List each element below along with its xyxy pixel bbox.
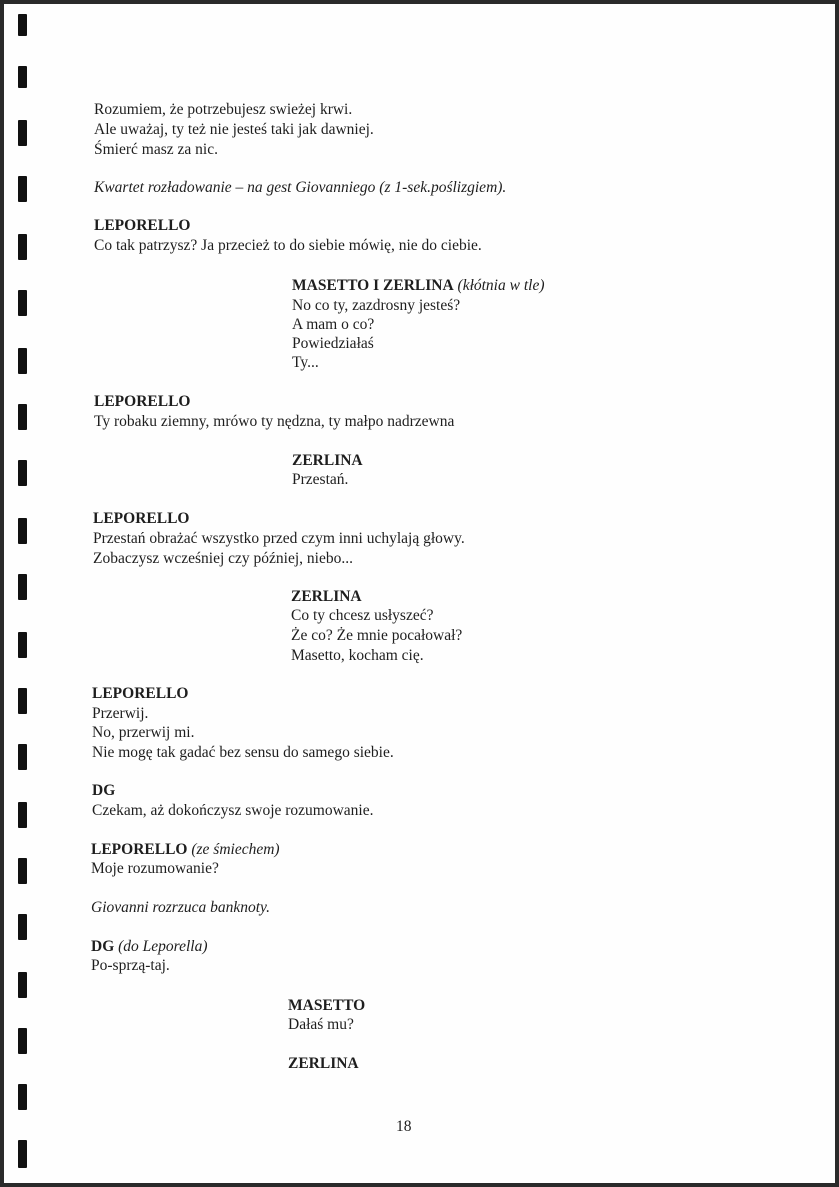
speaker-name: DG — [91, 938, 115, 955]
binding-mark — [18, 632, 27, 658]
speaker-name: ZERLINA — [291, 588, 362, 605]
stage-direction: Giovanni rozrzuca banknoty. — [91, 899, 270, 916]
binding-mark — [18, 404, 27, 430]
dialogue-line: Masetto, kocham cię. — [291, 647, 424, 664]
dialogue-line: No, przerwij mi. — [92, 724, 195, 741]
binding-mark — [18, 234, 27, 260]
speaker-name: LEPORELLO — [93, 510, 190, 527]
speaker-heading — [292, 276, 544, 296]
binding-mark — [18, 688, 27, 714]
binding-mark — [18, 290, 27, 316]
speaker-name: MASETTO I ZERLINA — [292, 277, 454, 294]
dialogue-line: Zobaczysz wcześniej czy później, niebo... — [93, 550, 353, 567]
binding-mark — [18, 348, 27, 374]
binding-mark — [18, 972, 27, 998]
binding-mark — [18, 914, 27, 940]
binding-mark — [18, 14, 27, 36]
dialogue-line: No co ty, zazdrosny jesteś? — [292, 297, 461, 314]
dialogue-line: Co ty chcesz usłyszeć? — [291, 607, 434, 624]
dialogue-line: Po-sprzą-taj. — [91, 957, 170, 974]
speaker-name: ZERLINA — [292, 452, 363, 469]
speaker-name: DG — [92, 782, 116, 799]
dialogue-line: A mam o co? — [292, 316, 375, 333]
speaker-name: LEPORELLO — [94, 217, 191, 234]
binding-mark — [18, 802, 27, 828]
dialogue-line: Śmierć masz za nic. — [94, 141, 218, 158]
dialogue-line: Przerwij. — [92, 705, 149, 722]
speaker-name: LEPORELLO — [92, 685, 189, 702]
speaker-heading — [91, 840, 280, 860]
binding-mark — [18, 460, 27, 486]
dialogue-line: Dałaś mu? — [288, 1016, 354, 1033]
dialogue-line: Moje rozumowanie? — [91, 860, 219, 877]
binding-mark — [18, 176, 27, 202]
speaker-name: LEPORELLO — [91, 841, 188, 858]
speaker-name: LEPORELLO — [94, 393, 191, 410]
dialogue-line: Przestań obrażać wszystko przed czym inni uchylają głowy. — [93, 530, 465, 547]
binding-mark — [18, 858, 27, 884]
binding-mark — [18, 744, 27, 770]
speaker-direction: (do Leporella) — [118, 938, 208, 955]
speaker-name: MASETTO — [288, 997, 366, 1014]
speaker-direction: (kłótnia w tle) — [457, 277, 545, 294]
dialogue-line: Czekam, aż dokończysz swoje rozumowanie. — [92, 802, 374, 819]
dialogue-line: Przestań. — [292, 471, 349, 488]
dialogue-line: Ty robaku ziemny, mrówo ty nędzna, ty małpo nadrzewna — [94, 413, 455, 430]
binding-mark — [18, 66, 27, 88]
binding-mark — [18, 1084, 27, 1110]
speaker-heading — [91, 937, 208, 957]
binding-mark — [18, 1028, 27, 1054]
binding-mark — [18, 518, 27, 544]
binding-mark — [18, 574, 27, 600]
dialogue-line: Że co? Że mnie pocałował? — [291, 627, 463, 644]
page-number: 18 — [396, 1118, 412, 1135]
dialogue-line: Powiedziałaś — [292, 335, 374, 352]
dialogue-line: Ale uważaj, ty też nie jesteś taki jak dawniej. — [94, 121, 374, 138]
stage-direction: Kwartet rozładowanie – na gest Giovanniego (z 1-sek.poślizgiem). — [94, 179, 507, 196]
dialogue-line: Rozumiem, że potrzebujesz swieżej krwi. — [94, 101, 353, 118]
dialogue-line: Co tak patrzysz? Ja przecież to do siebie mówię, nie do ciebie. — [94, 237, 482, 254]
dialogue-line: Ty... — [292, 354, 319, 371]
dialogue-line: Nie mogę tak gadać bez sensu do samego siebie. — [92, 744, 394, 761]
speaker-direction: (ze śmiechem) — [191, 841, 280, 858]
binding-mark — [18, 120, 27, 146]
speaker-name: ZERLINA — [288, 1055, 359, 1072]
binding-mark — [18, 1140, 27, 1168]
